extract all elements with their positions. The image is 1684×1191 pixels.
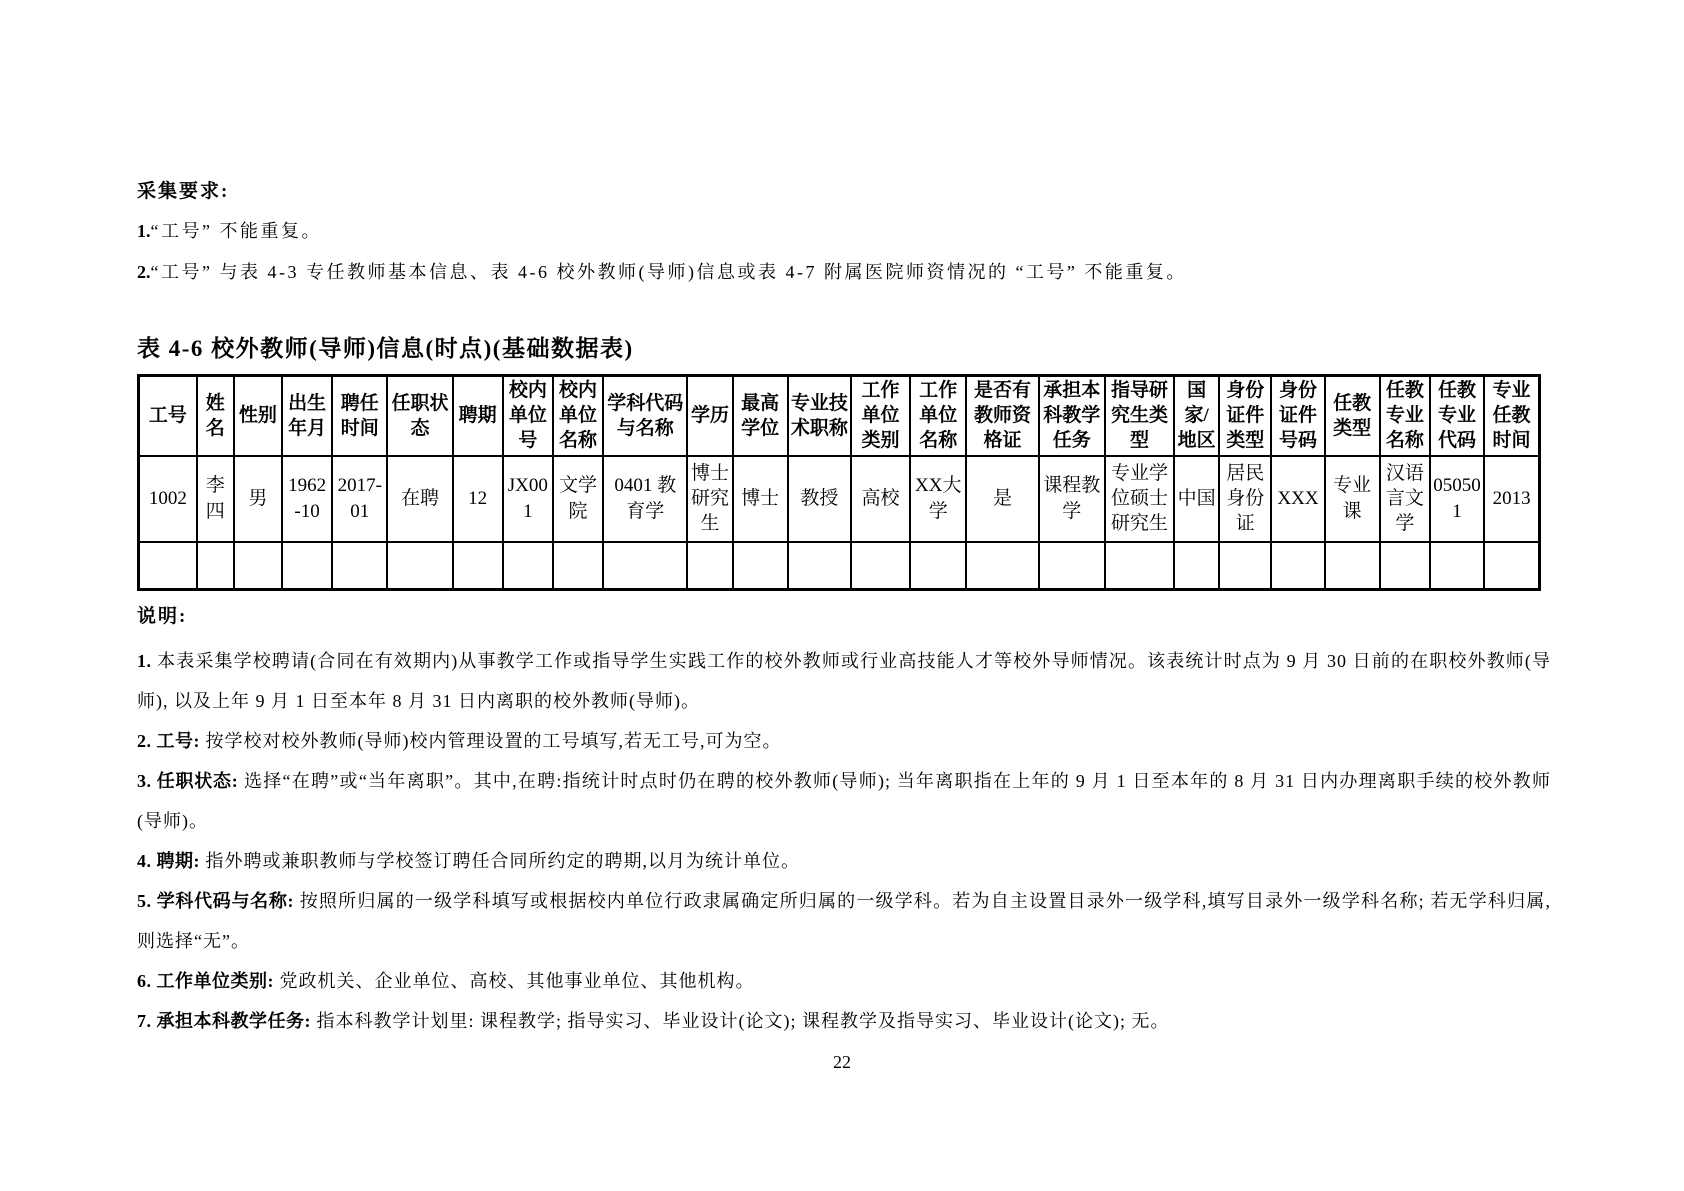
requirement-item [137, 259, 1557, 285]
table-cell: 2013 [1484, 456, 1539, 542]
table-cell: 专业学位硕士研究生 [1105, 456, 1174, 542]
requirement-number: 1. [137, 221, 151, 241]
table-header-cell: 最高学位 [733, 376, 788, 456]
note-item [137, 961, 1551, 1001]
table-header-cell: 是否有教师资格证 [966, 376, 1038, 456]
table-cell: 博士 [733, 456, 788, 542]
note-text: 本表采集学校聘请(合同在有效期内)从事教学工作或指导学生实践工作的校外教师或行业高技能人才等校外导师情况。该表统计时点为 9 月 30 日前的在职校外教师(导师), 以及上年 9 月 1 日至本年 8 月 31 日内离职的校外教师(导师)。 [137, 651, 1551, 711]
table-header-cell: 性别 [234, 376, 282, 456]
requirement-item [137, 218, 1557, 244]
note-text: 选择“在聘”或“当年离职”。其中,在聘:指统计时点时仍在聘的校外教师(导师); 当年离职指在上年的 9 月 1 日至本年的 8 月 31 日内办理离职手续的校外教师(导师)。 [137, 771, 1551, 831]
table-title: 表 4-6 校外教师(导师)信息(时点)(基础数据表) [137, 336, 634, 361]
table-header-cell: 学历 [687, 376, 732, 456]
note-text: 指本科教学计划里: 课程教学; 指导实习、毕业设计(论文); 课程教学及指导实习、毕业设计(论文); 无。 [311, 1011, 1170, 1031]
table-cell [1484, 542, 1539, 590]
table-cell [234, 542, 282, 590]
table-cell [687, 542, 732, 590]
table-cell: 高校 [851, 456, 910, 542]
table-cell [1105, 542, 1174, 590]
table-cell [332, 542, 387, 590]
note-label: 7. 承担本科教学任务: [137, 1011, 311, 1031]
table-cell: 1962-10 [282, 456, 332, 542]
table-cell: 1002 [139, 456, 197, 542]
table-header-cell: 工作单位类别 [851, 376, 910, 456]
table-cell: 0401 教育学 [603, 456, 687, 542]
note-text: 按照所归属的一级学科填写或根据校内单位行政隶属确定所归属的一级学科。若为自主设置目录外一级学科,填写目录外一级学科名称; 若无学科归属,则选择“无”。 [137, 891, 1551, 951]
table-cell: 汉语言文学 [1380, 456, 1430, 542]
table-header-cell: 工号 [139, 376, 197, 456]
table-cell: 12 [453, 456, 503, 542]
table-cell: XX大学 [910, 456, 966, 542]
note-text: 按学校对校外教师(导师)校内管理设置的工号填写,若无工号,可为空。 [200, 731, 782, 751]
requirement-text: “工号” 与表 4-3 专任教师基本信息、表 4-6 校外教师(导师)信息或表 4-7 附属医院师资情况的 “工号” 不能重复。 [150, 262, 1187, 282]
table-cell [788, 542, 851, 590]
note-text: 指外聘或兼职教师与学校签订聘任合同所约定的聘期,以月为统计单位。 [200, 851, 800, 871]
note-label: 1. [137, 651, 152, 671]
table-header-cell: 专业技术职称 [788, 376, 851, 456]
table-header-cell: 国家/地区 [1174, 376, 1219, 456]
requirements-list [137, 218, 1557, 285]
table-cell [453, 542, 503, 590]
table-cell: 课程教学 [1039, 456, 1105, 542]
table-header-cell: 学科代码与名称 [603, 376, 687, 456]
table-header-cell: 身份证件类型 [1219, 376, 1271, 456]
table-cell: 博士研究生 [687, 456, 732, 542]
table-cell [197, 542, 234, 590]
note-item [137, 1001, 1551, 1041]
note-label: 6. 工作单位类别: [137, 971, 274, 991]
requirements-section [137, 176, 1557, 285]
requirement-text: “工号” 不能重复。 [150, 221, 322, 241]
table-cell: 教授 [788, 456, 851, 542]
table-cell: 050501 [1430, 456, 1484, 542]
table-header-cell: 承担本科教学任务 [1039, 376, 1105, 456]
note-item [137, 841, 1551, 881]
notes-heading: 说明: [137, 606, 188, 627]
note-label: 3. 任职状态: [137, 771, 239, 791]
note-item [137, 881, 1551, 961]
table-cell [1325, 542, 1380, 590]
table-header-row [139, 376, 1540, 456]
table-cell [503, 542, 553, 590]
table-cell: 男 [234, 456, 282, 542]
teacher-info-table [137, 374, 1541, 591]
note-label: 2. 工号: [137, 731, 200, 751]
table-cell [966, 542, 1038, 590]
table-cell [910, 542, 966, 590]
note-label: 4. 聘期: [137, 851, 200, 871]
table-cell [733, 542, 788, 590]
requirement-number: 2. [137, 262, 151, 282]
note-item [137, 761, 1551, 841]
table-cell [387, 542, 452, 590]
table-header-cell: 校内单位名称 [553, 376, 603, 456]
table-header-cell: 任教专业名称 [1380, 376, 1430, 456]
table-cell: 是 [966, 456, 1038, 542]
table-row [139, 456, 1540, 542]
table-header-cell: 出生年月 [282, 376, 332, 456]
table-cell [282, 542, 332, 590]
table-cell: 中国 [1174, 456, 1219, 542]
table-cell [553, 542, 603, 590]
note-item [137, 721, 1551, 761]
page-number: 22 [833, 1052, 851, 1072]
table-header-cell: 专业任教时间 [1484, 376, 1539, 456]
table-cell [603, 542, 687, 590]
table-cell: 专业课 [1325, 456, 1380, 542]
table-cell [1380, 542, 1430, 590]
table-header-cell: 聘期 [453, 376, 503, 456]
table-header-cell: 任教类型 [1325, 376, 1380, 456]
table-header-cell: 姓名 [197, 376, 234, 456]
table-header-cell: 校内单位号 [503, 376, 553, 456]
table-cell: 在聘 [387, 456, 452, 542]
table-header-cell: 聘任时间 [332, 376, 387, 456]
table-cell: 李四 [197, 456, 234, 542]
table-header-cell: 任教专业代码 [1430, 376, 1484, 456]
requirements-heading: 采集要求: [137, 181, 230, 202]
table-cell [1174, 542, 1219, 590]
table-cell: 居民身份证 [1219, 456, 1271, 542]
table-row-empty [139, 542, 1540, 590]
table-cell [1430, 542, 1484, 590]
notes-section [137, 601, 1551, 1041]
table-cell: XXX [1271, 456, 1324, 542]
table-cell: 文学院 [553, 456, 603, 542]
table-header-cell: 指导研究生类型 [1105, 376, 1174, 456]
table-header-cell: 身份证件号码 [1271, 376, 1324, 456]
table-cell [1271, 542, 1324, 590]
notes-list [137, 641, 1551, 1041]
table-header-cell: 工作单位名称 [910, 376, 966, 456]
table-cell: JX001 [503, 456, 553, 542]
table-cell [139, 542, 197, 590]
table-cell [1039, 542, 1105, 590]
note-item [137, 641, 1551, 721]
note-text: 党政机关、企业单位、高校、其他事业单位、其他机构。 [274, 971, 755, 991]
table-cell [1219, 542, 1271, 590]
table-header-cell: 任职状态 [387, 376, 452, 456]
table-cell [851, 542, 910, 590]
table-cell: 2017-01 [332, 456, 387, 542]
note-label: 5. 学科代码与名称: [137, 891, 295, 911]
